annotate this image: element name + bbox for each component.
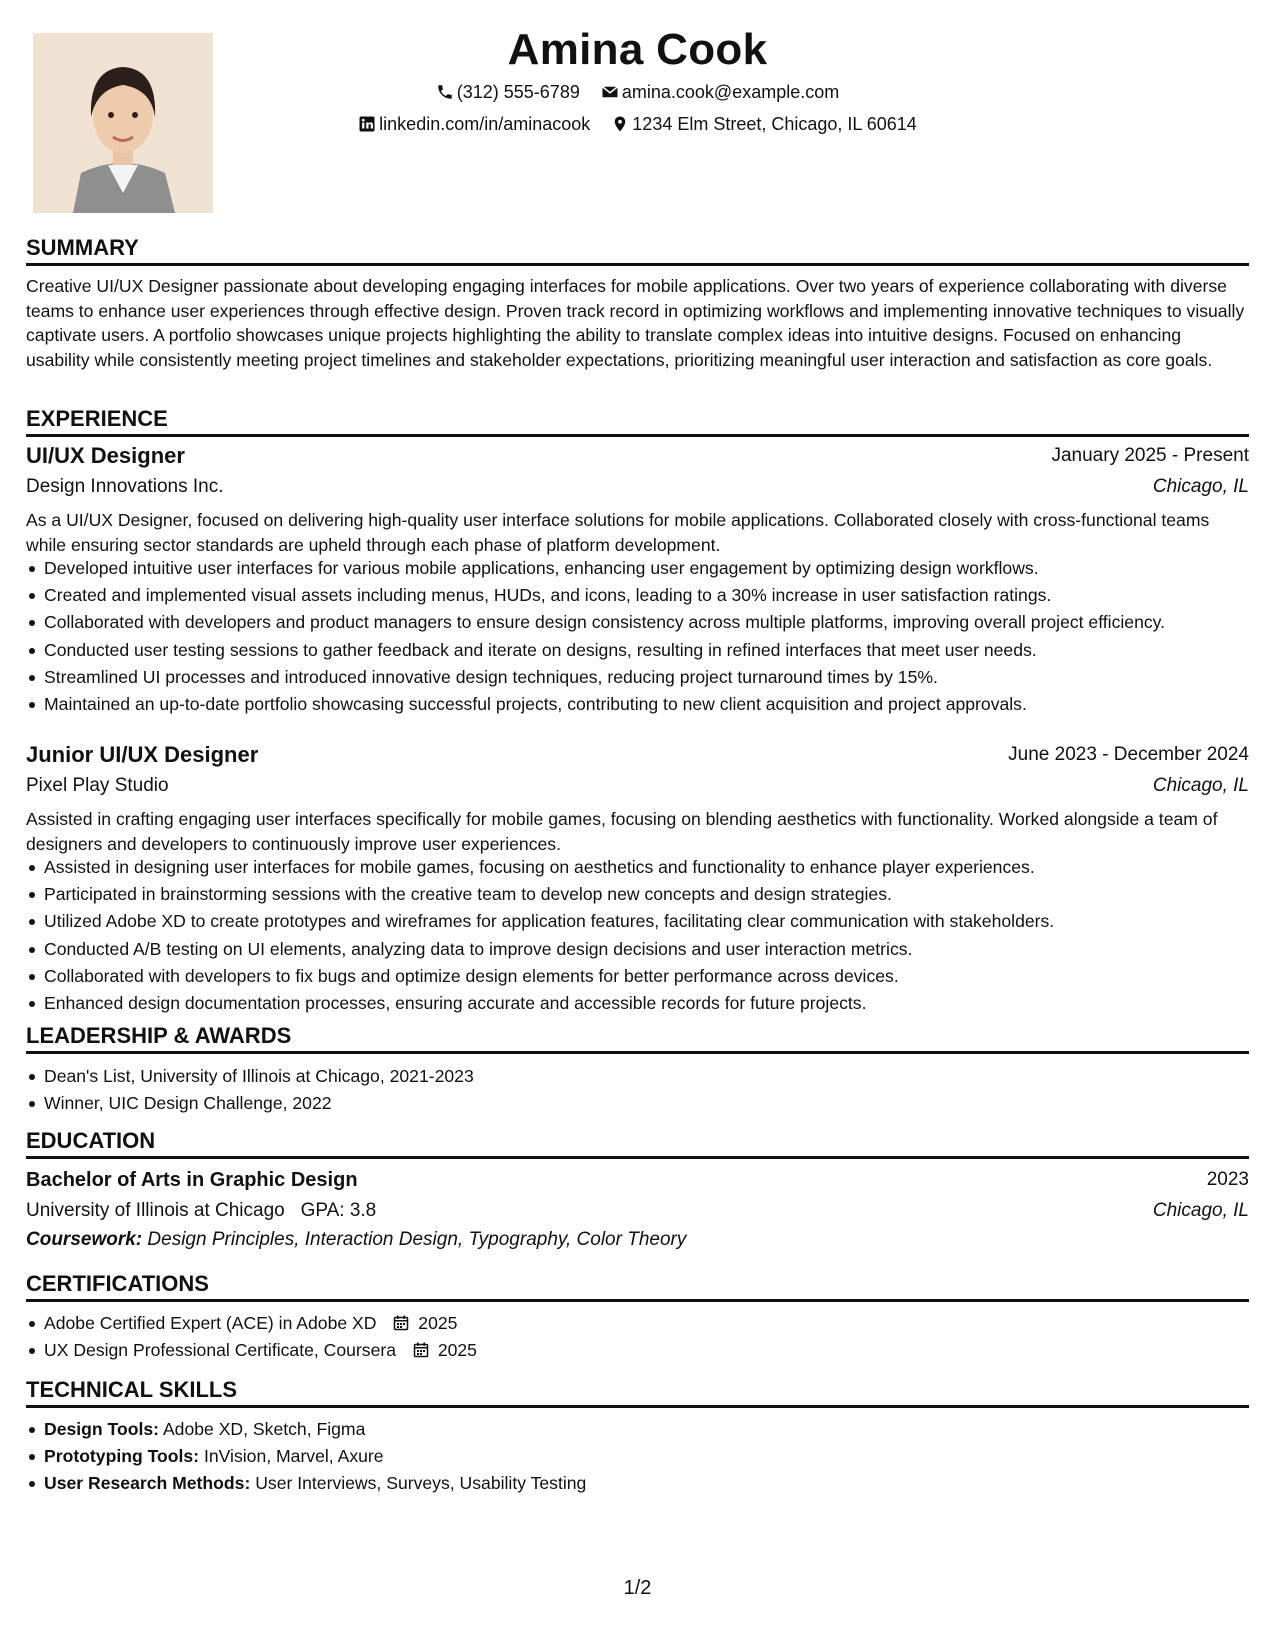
phone-text[interactable]: (312) 555-6789 — [456, 82, 580, 102]
address-item — [611, 112, 917, 136]
job-location: Chicago, IL — [1152, 476, 1249, 497]
job-date: January 2025 - Present — [1051, 445, 1249, 466]
graduation-year: 2023 — [1206, 1169, 1249, 1190]
calendar-icon — [393, 1315, 409, 1331]
list-item — [44, 1417, 1267, 1441]
coursework-label: Coursework: — [26, 1229, 143, 1250]
map-pin-icon — [611, 115, 629, 133]
list-item: Utilized Adobe XD to create prototypes and wireframes for application features, facilitating clear communication with stakeholders. — [44, 909, 1267, 933]
cert-name: Adobe Certified Expert (ACE) in Adobe XD — [44, 1313, 377, 1333]
cert-year: 2025 — [418, 1313, 458, 1333]
certifications-list — [26, 1311, 1267, 1365]
job-1-org-row — [26, 474, 1249, 500]
school-location: Chicago, IL — [1152, 1200, 1249, 1221]
skill-value: InVision, Marvel, Axure — [203, 1446, 384, 1467]
list-item: Participated in brainstorming sessions with the creative team to develop new concepts and design strategies. — [44, 882, 1267, 906]
degree: Bachelor of Arts in Graphic Design — [26, 1169, 358, 1191]
list-item — [44, 1338, 1267, 1362]
job-date: June 2023 - December 2024 — [1008, 744, 1249, 765]
contact-line-1 — [26, 80, 1249, 107]
skills-list — [26, 1417, 1267, 1499]
list-item: Winner, UIC Design Challenge, 2022 — [44, 1091, 1267, 1115]
coursework-line — [26, 1228, 1249, 1253]
job-location: Chicago, IL — [1152, 775, 1249, 796]
list-item: Maintained an up-to-date portfolio showcasing successful projects, contributing to new client acquisition and project approvals. — [44, 692, 1267, 716]
list-item: Conducted user testing sessions to gather feedback and iterate on designs, resulting in refined interfaces that meet user needs. — [44, 638, 1267, 662]
email-text[interactable]: amina.cook@example.com — [621, 82, 840, 102]
email-item — [601, 80, 839, 104]
linkedin-text[interactable]: linkedin.com/in/aminacook — [379, 114, 591, 134]
skill-value: User Interviews, Surveys, Usability Testing — [255, 1473, 587, 1494]
candidate-name: Amina Cook — [507, 25, 768, 74]
coursework-text: Design Principles, Interaction Design, Typography, Color Theory — [147, 1229, 687, 1250]
leadership-heading: LEADERSHIP & AWARDS — [26, 1022, 1249, 1054]
list-item: Assisted in designing user interfaces for mobile games, focusing on aesthetics and functionality to enhance player experiences. — [44, 855, 1267, 879]
list-item: Streamlined UI processes and introduced innovative design techniques, reducing project turnaround times by 15%. — [44, 665, 1267, 689]
job-2-org-row — [26, 773, 1249, 799]
certifications-heading: CERTIFICATIONS — [26, 1270, 1249, 1302]
list-item: Developed intuitive user interfaces for various mobile applications, enhancing user engagement by optimizing design workflows. — [44, 556, 1267, 580]
job-company: Pixel Play Studio — [26, 775, 169, 796]
job-title: Junior UI/UX Designer — [26, 742, 259, 767]
gpa: GPA: 3.8 — [300, 1200, 377, 1221]
list-item — [44, 1471, 1267, 1495]
education-heading: EDUCATION — [26, 1127, 1249, 1159]
page-number: 1/2 — [623, 1577, 652, 1599]
leadership-list — [26, 1064, 1267, 1118]
list-item — [44, 1444, 1267, 1468]
list-item: Conducted A/B testing on UI elements, analyzing data to improve design decisions and user interaction metrics. — [44, 937, 1267, 961]
phone-icon — [436, 83, 454, 101]
experience-heading: EXPERIENCE — [26, 405, 1249, 437]
address-text: 1234 Elm Street, Chicago, IL 60614 — [632, 114, 917, 134]
list-item: Dean's List, University of Illinois at Chicago, 2021-2023 — [44, 1064, 1267, 1088]
summary-heading: SUMMARY — [26, 234, 1249, 266]
summary-text: Creative UI/UX Designer passionate about developing engaging interfaces for mobile applications. Over two years of experience collaborating with diverse teams to enhance user experiences through effective design. Proven track record in optimizing workflows and implementing innovative techniques to visually captivate users. A portfolio showcases unique projects highlighting the ability to translate complex ideas into intuitive designs. Focused on enhancing usability while consistently meeting project timelines and stakeholder expectations, prioritizing meaningful user interaction and satisfaction as core goals. — [26, 276, 1245, 371]
job-2-description: Assisted in crafting engaging user interfaces specifically for mobile games, focusing on blending aesthetics with functionality. Worked alongside a team of designers and developers to continuously improve user experiences. — [26, 809, 1218, 854]
list-item — [44, 1311, 1267, 1335]
contact-line-2 — [26, 112, 1249, 139]
education-degree-row — [26, 1166, 1249, 1194]
skill-label: User Research Methods: — [44, 1473, 251, 1494]
list-item: Enhanced design documentation processes, ensuring accurate and accessible records for future projects. — [44, 991, 1267, 1015]
job-company: Design Innovations Inc. — [26, 476, 224, 497]
skills-heading: TECHNICAL SKILLS — [26, 1376, 1249, 1408]
resume-page — [26, 0, 1249, 1650]
cert-name: UX Design Professional Certificate, Coursera — [44, 1340, 397, 1361]
skill-label: Prototyping Tools: — [44, 1446, 200, 1467]
skill-value: Adobe XD, Sketch, Figma — [162, 1419, 366, 1439]
job-1-description: As a UI/UX Designer, focused on delivering high-quality user interface solutions for mobile applications. Collaborated closely with cross-functional teams while ensuring sector standards are upheld through each phase of platform development. — [26, 510, 1210, 555]
linkedin-icon — [358, 115, 376, 133]
school-name: University of Illinois at Chicago — [26, 1200, 285, 1221]
phone-item — [436, 80, 580, 104]
job-2-header — [26, 741, 1249, 769]
cert-year: 2025 — [437, 1340, 477, 1361]
calendar-icon — [413, 1342, 429, 1358]
education-school-row — [26, 1198, 1249, 1224]
job-2-bullets — [26, 855, 1267, 1018]
job-title: UI/UX Designer — [26, 443, 185, 468]
envelope-icon — [601, 83, 619, 101]
skill-label: Design Tools: — [44, 1419, 160, 1439]
job-1-header — [26, 442, 1249, 470]
list-item: Created and implemented visual assets including menus, HUDs, and icons, leading to a 30% increase in user satisfaction ratings. — [44, 583, 1267, 607]
school-and-gpa — [26, 1198, 376, 1224]
list-item: Collaborated with developers and product managers to ensure design consistency across multiple platforms, improving overall project efficiency. — [44, 610, 1267, 634]
linkedin-item — [358, 112, 590, 136]
job-1-bullets — [26, 556, 1267, 719]
list-item: Collaborated with developers to fix bugs and optimize design elements for better performance across devices. — [44, 964, 1267, 988]
